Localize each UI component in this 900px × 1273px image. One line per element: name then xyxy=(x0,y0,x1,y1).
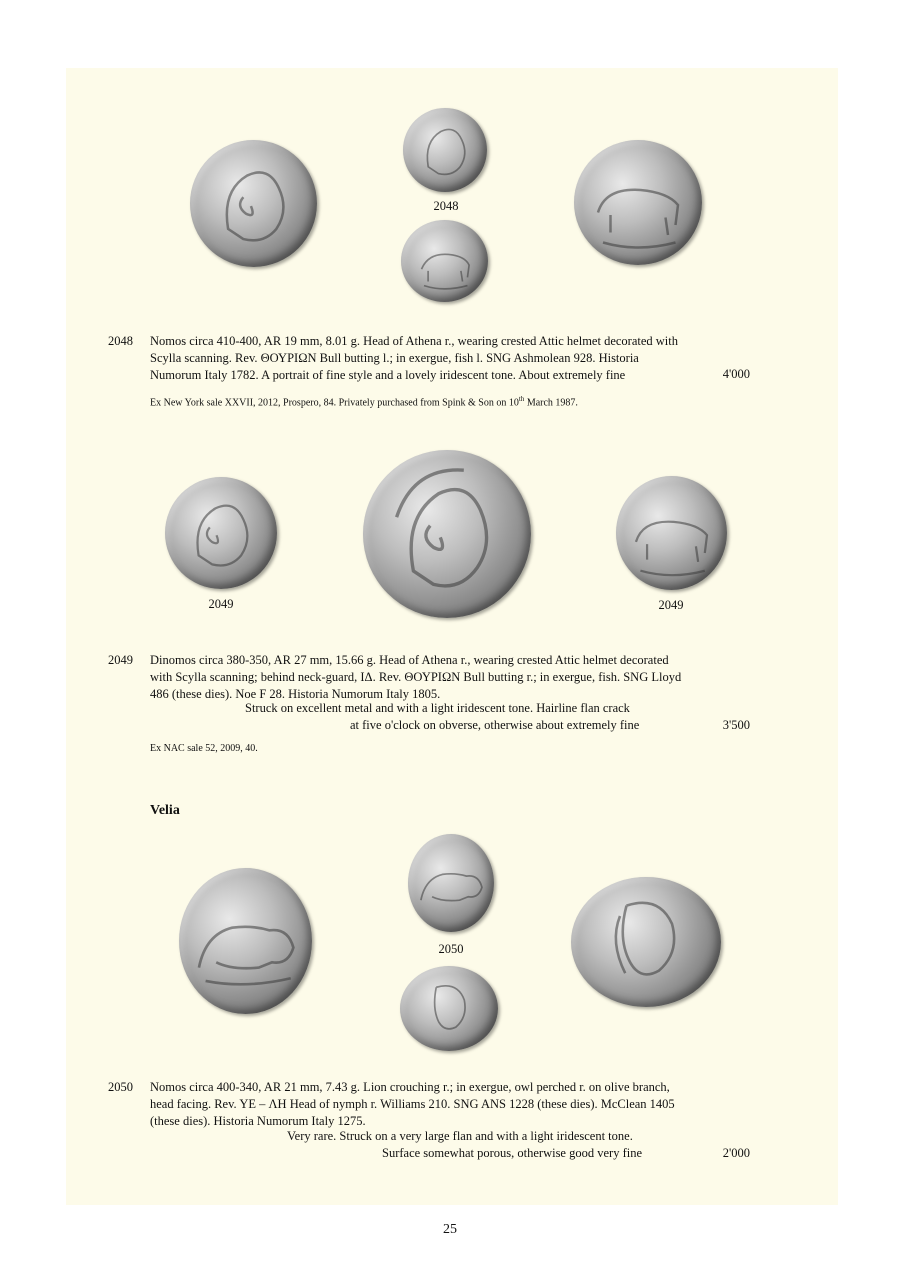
coin-2048-obverse-large xyxy=(190,140,317,267)
lot-2050-entry xyxy=(108,1079,750,1130)
coin-2049-obverse-large xyxy=(363,450,531,618)
page-number: 25 xyxy=(443,1222,457,1237)
coin-label-2048: 2048 xyxy=(433,199,459,213)
coin-label-2049-left: 2049 xyxy=(208,597,234,611)
lot-2050-price: 2'000 xyxy=(722,1146,750,1160)
lot-description xyxy=(150,333,750,384)
coin-2049-obverse-small xyxy=(165,477,277,589)
description-line: head facing. Rev. YE – ΛH Head of nymph r. Williams 210. SNG ANS 1228 (these dies). McClean 1405 xyxy=(150,1097,675,1111)
lot-2049-price: 3'500 xyxy=(722,718,750,732)
lot-number: 2048 xyxy=(108,334,133,348)
lot-number: 2049 xyxy=(108,653,133,667)
lot-2048-entry xyxy=(108,333,750,384)
coin-label-2049-right: 2049 xyxy=(658,598,684,612)
description-line: Nomos circa 410-400, AR 19 mm, 8.01 g. Head of Athena r., wearing crested Attic helmet decorated with xyxy=(150,334,678,348)
coin-2050-obverse-large xyxy=(179,868,312,1014)
lot-2049-provenance: Ex NAC sale 52, 2009, 40. xyxy=(150,743,258,754)
lot-2050-remark-2: Surface somewhat porous, otherwise good very fine xyxy=(382,1146,642,1160)
section-heading: Velia xyxy=(150,803,180,818)
description-line: with Scylla scanning; behind neck-guard, IΔ. Rev. ΘΟΥΡΙΩΝ Bull butting r.; in exergue, fish. SNG Lloyd xyxy=(150,670,682,684)
coin-2050-reverse-small xyxy=(400,966,498,1051)
description-line: Dinomos circa 380-350, AR 27 mm, 15.66 g. Head of Athena r., wearing crested Attic helmet decorated xyxy=(150,653,669,667)
coin-2050-reverse-large xyxy=(571,877,721,1007)
lot-2049-remark-2: at five o'clock on obverse, otherwise about extremely fine xyxy=(350,718,640,732)
coin-2048-reverse-large xyxy=(574,140,702,265)
lot-2049-remark-1: Struck on excellent metal and with a light iridescent tone. Hairline flan crack xyxy=(245,701,630,715)
lot-2049-entry xyxy=(108,652,750,703)
description-line: 486 (these dies). Noe F 28. Historia Numorum Italy 1805. xyxy=(150,687,441,701)
lot-description xyxy=(150,1079,750,1130)
lot-2048-price: 4'000 xyxy=(722,367,750,381)
coin-label-2050: 2050 xyxy=(438,942,464,956)
lot-2050-remark-1: Very rare. Struck on a very large flan and with a light iridescent tone. xyxy=(287,1129,633,1143)
description-line: Scylla scanning. Rev. ΘΟΥΡΙΩΝ Bull butting l.; in exergue, fish l. SNG Ashmolean 928. Historia xyxy=(150,351,639,365)
coin-2048-reverse-small xyxy=(401,220,488,302)
coin-2048-obverse-small xyxy=(403,108,487,192)
coin-2050-obverse-small xyxy=(408,834,494,932)
lot-number: 2050 xyxy=(108,1080,133,1094)
description-line: Numorum Italy 1782. A portrait of fine style and a lovely iridescent tone. About extremely fine xyxy=(150,368,626,382)
lot-description xyxy=(150,652,750,703)
description-line: Nomos circa 400-340, AR 21 mm, 7.43 g. Lion crouching r.; in exergue, owl perched r. on olive branch, xyxy=(150,1080,670,1094)
coin-2049-reverse xyxy=(616,476,727,590)
lot-2048-provenance: Ex New York sale XXVII, 2012, Prospero, 84. Privately purchased from Spink & Son on 10th March 1987. xyxy=(150,395,578,409)
description-line: (these dies). Historia Numorum Italy 1275. xyxy=(150,1114,366,1128)
